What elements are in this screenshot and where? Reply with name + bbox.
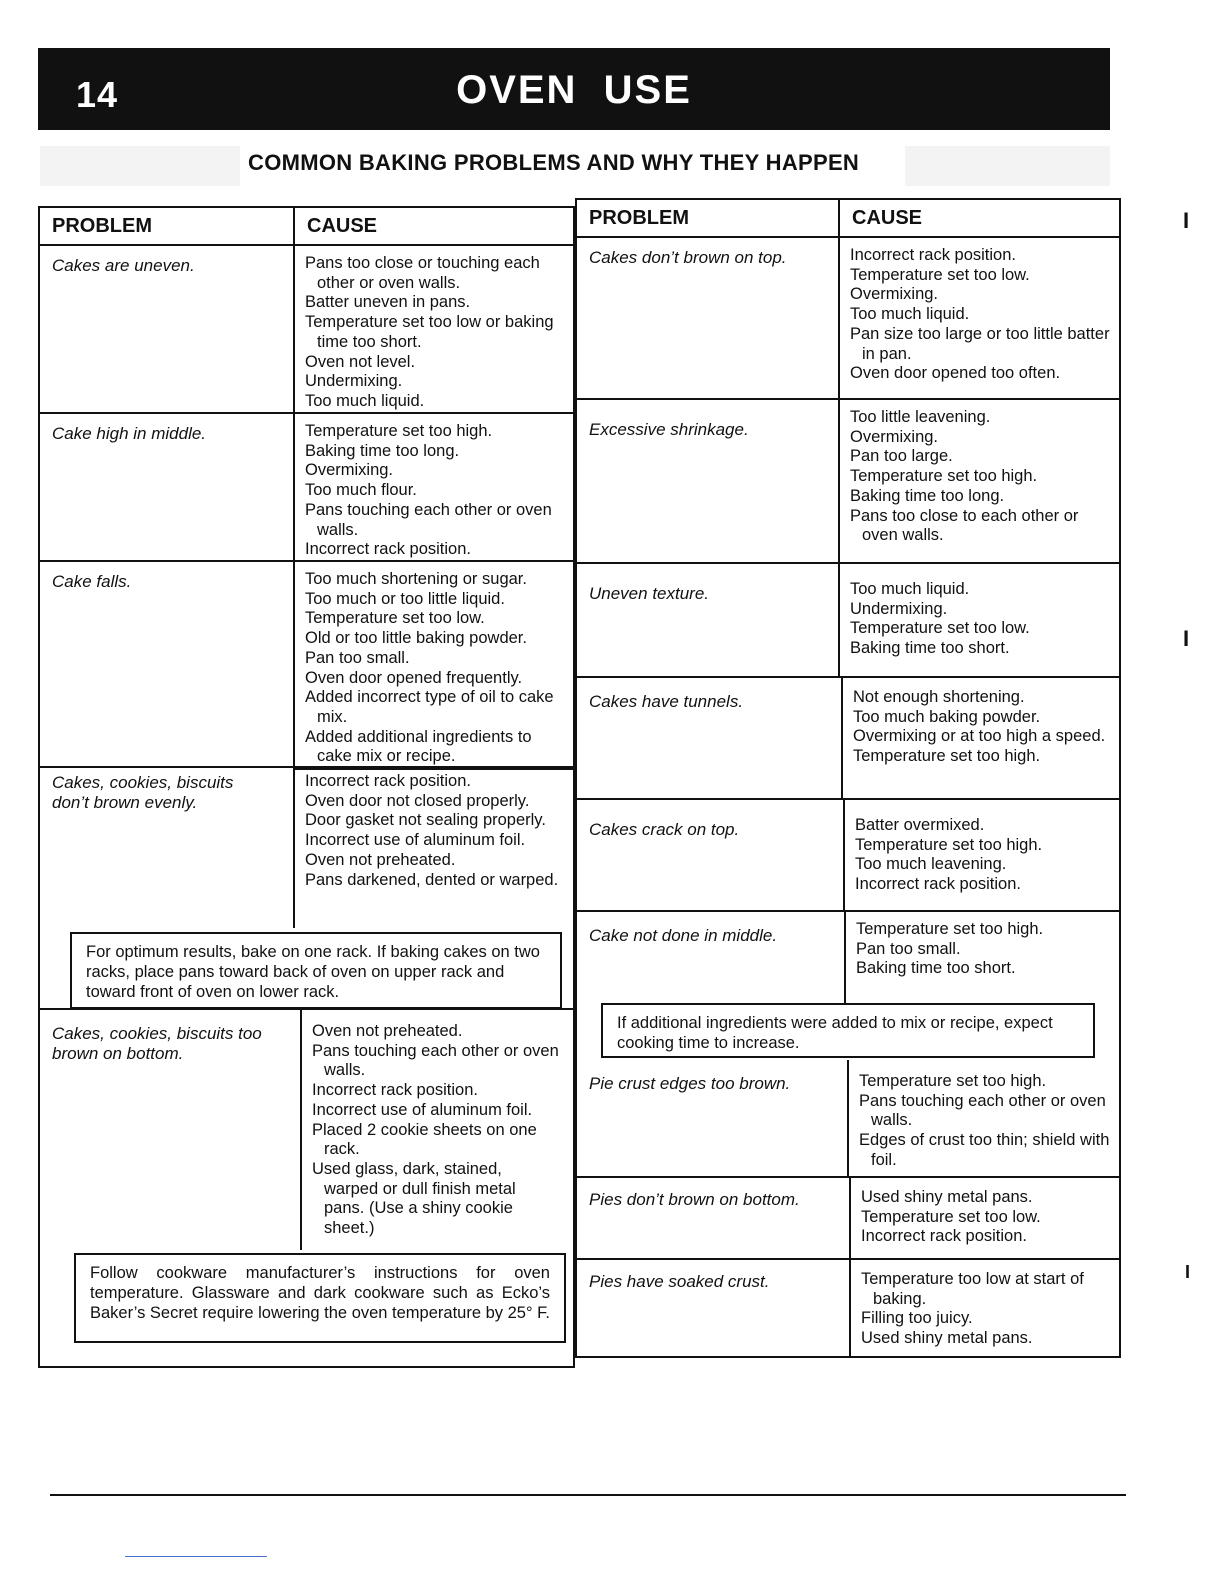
- cause-item: Edges of crust too thin; shield with foil.: [859, 1131, 1110, 1169]
- cause-cell: [838, 400, 1119, 562]
- cause-cell: [841, 678, 1119, 798]
- cause-item: Temperature set too high.: [855, 835, 1043, 854]
- cause-cell: [838, 238, 1119, 398]
- cause-item: Used shiny metal pans.: [861, 1188, 1033, 1206]
- right-cause-header: CAUSE: [838, 200, 1122, 236]
- cause-item: Batter uneven in pans.: [305, 293, 471, 312]
- cause-item: Temperature set too low.: [305, 609, 485, 628]
- cause-list: [850, 580, 1113, 659]
- cause-list: [853, 688, 1113, 767]
- left-header-row: [40, 208, 573, 246]
- cause-item: Too much leavening.: [855, 855, 1007, 874]
- cause-item: Incorrect rack position.: [305, 540, 471, 559]
- cause-list: [856, 920, 1113, 979]
- table-row: [577, 912, 1119, 1004]
- cause-item: Too much flour.: [305, 481, 417, 500]
- cause-item: Temperature too low at start of baking.: [861, 1270, 1084, 1308]
- cause-cell: [849, 1260, 1119, 1356]
- cause-item: Temperature set too low.: [850, 265, 1030, 284]
- cause-item: Baking time too long.: [850, 486, 1005, 505]
- cause-cell: [849, 1178, 1119, 1258]
- cause-item: Oven not preheated.: [312, 1022, 463, 1040]
- cause-item: Used shiny metal pans.: [861, 1329, 1033, 1348]
- cause-item: Overmixing.: [305, 461, 394, 480]
- cause-item: Filling too juicy.: [861, 1309, 973, 1328]
- bottom-rule: [50, 1494, 1126, 1496]
- table-row: [577, 1260, 1119, 1356]
- cause-item: Oven not level.: [305, 352, 416, 371]
- table-row: [40, 414, 573, 562]
- cause-item: Pan too large.: [850, 447, 953, 466]
- cause-item: Pans touching each other or oven walls.: [312, 1041, 559, 1080]
- note-cookware: Follow cookware manufacturer’s instructions for oven temperature. Glassware and dark cookware such as Ecko’s Baker’s Secret require lowering the oven temperature by 25° F.: [74, 1253, 566, 1343]
- cause-item: Pans too close to each other or oven walls.: [850, 506, 1079, 545]
- cause-item: Too much shortening or sugar.: [305, 570, 527, 588]
- cause-item: Oven door opened too often.: [850, 364, 1061, 383]
- problem-text: Pies have soaked crust.: [589, 1272, 770, 1291]
- cause-item: Incorrect rack position.: [855, 875, 1021, 894]
- problem-text: Cakes, cookies, biscuits don’t brown evenly.: [52, 773, 234, 812]
- cause-item: Baking time too short.: [856, 959, 1016, 978]
- right-header-row: [577, 200, 1119, 238]
- cause-list: [305, 570, 567, 767]
- problem-text: Cakes, cookies, biscuits too brown on bottom.: [52, 1024, 262, 1063]
- page-title: OVEN USE: [456, 68, 692, 112]
- cause-item: Temperature set too high.: [850, 467, 1038, 486]
- cause-item: Undermixing.: [850, 599, 948, 618]
- cause-item: Too much baking powder.: [853, 707, 1041, 726]
- note-one-rack: For optimum results, bake on one rack. If baking cakes on two racks, place pans toward back of oven on upper rack and toward front of oven on lower rack.: [70, 932, 562, 1009]
- cause-item: Temperature set too high.: [305, 422, 493, 440]
- right-problems-table: [575, 198, 1121, 1358]
- table-row: [40, 562, 573, 768]
- note-additional-ingredients: If additional ingredients were added to mix or recipe, expect cooking time to increase.: [601, 1003, 1095, 1058]
- cause-list: [305, 422, 567, 560]
- cause-item: Too little leavening.: [850, 408, 991, 426]
- cause-item: Batter overmixed.: [855, 816, 985, 834]
- cause-item: Incorrect rack position.: [305, 772, 471, 790]
- cause-cell: [847, 1060, 1119, 1176]
- cause-item: Used glass, dark, stained, warped or dull finish metal pans. (Use a shiny cookie sheet.): [312, 1159, 516, 1238]
- right-problem-header: PROBLEM: [589, 207, 689, 229]
- cause-item: Incorrect rack position.: [850, 246, 1016, 264]
- cause-item: Pans darkened, dented or warped.: [305, 870, 559, 889]
- underline-mark: [125, 1556, 267, 1557]
- problem-text: Cakes crack on top.: [589, 820, 740, 839]
- table-row: [577, 678, 1119, 800]
- margin-mark-icon: I: [1183, 626, 1190, 651]
- cause-cell: [293, 246, 573, 412]
- cause-item: Baking time too short.: [850, 639, 1010, 658]
- cause-item: Incorrect use of aluminum foil.: [312, 1100, 533, 1119]
- cause-item: Pans too close or touching each other or oven walls.: [305, 254, 540, 292]
- problem-text: Cake falls.: [52, 572, 132, 591]
- cause-item: Undermixing.: [305, 372, 403, 391]
- cause-cell: [844, 912, 1119, 1004]
- header-bar: [38, 48, 1110, 130]
- cause-item: Baking time too long.: [305, 441, 460, 460]
- cause-item: Incorrect rack position.: [861, 1227, 1027, 1246]
- problem-text: Cake high in middle.: [52, 424, 207, 443]
- table-row: [577, 564, 1119, 678]
- problem-text: Cakes are uneven.: [52, 256, 195, 275]
- table-row: [577, 800, 1119, 912]
- cause-cell: [293, 414, 573, 560]
- cause-item: Temperature set too high.: [859, 1072, 1047, 1090]
- cause-item: Temperature set too low.: [850, 619, 1030, 638]
- cause-list: [305, 254, 567, 412]
- table-row: [577, 1178, 1119, 1260]
- problem-text: Excessive shrinkage.: [589, 420, 749, 439]
- cause-item: Temperature set too low or baking time too short.: [305, 313, 554, 351]
- cause-item: Old or too little baking powder.: [305, 629, 527, 648]
- section-title: COMMON BAKING PROBLEMS AND WHY THEY HAPPEN: [248, 150, 860, 175]
- cause-cell: [293, 562, 573, 766]
- cause-item: Pan size too large or too little batter in pan.: [850, 324, 1110, 363]
- table-row: [577, 400, 1119, 564]
- left-problem-header: PROBLEM: [52, 215, 152, 237]
- cause-list: [859, 1072, 1113, 1171]
- cause-item: Too much liquid.: [305, 391, 425, 410]
- table-row: [577, 1060, 1119, 1178]
- problem-text: Cake not done in middle.: [589, 926, 778, 945]
- cause-item: Temperature set too high.: [853, 747, 1041, 766]
- cause-list: [312, 1022, 559, 1239]
- cause-cell: [300, 1010, 573, 1250]
- cause-item: Not enough shortening.: [853, 688, 1025, 706]
- cause-cell: [838, 564, 1119, 676]
- cause-list: [855, 816, 1113, 895]
- cause-item: Oven door opened frequently.: [305, 668, 523, 687]
- problem-text: Uneven texture.: [589, 584, 710, 603]
- table-row: [40, 246, 573, 414]
- problem-text: Cakes have tunnels.: [589, 692, 744, 711]
- cause-item: Too much or too little liquid.: [305, 589, 505, 608]
- cause-item: Placed 2 cookie sheets on one rack.: [312, 1120, 537, 1159]
- cause-item: Added incorrect type of oil to cake mix.: [305, 688, 554, 726]
- cause-item: Incorrect use of aluminum foil.: [305, 831, 526, 850]
- cause-item: Temperature set too low.: [861, 1207, 1041, 1226]
- cause-item: Overmixing.: [850, 427, 939, 446]
- margin-mark-icon: I: [1183, 208, 1190, 233]
- cause-item: Too much liquid.: [850, 580, 970, 598]
- cause-item: Too much liquid.: [850, 305, 970, 324]
- cause-list: [850, 408, 1113, 546]
- cause-cell: [843, 800, 1119, 910]
- page-number: 14: [76, 74, 119, 115]
- problem-text: Cakes don’t brown on top.: [589, 248, 787, 267]
- cause-item: Overmixing.: [850, 285, 939, 304]
- table-row: [577, 238, 1119, 400]
- cause-item: Oven door not closed properly.: [305, 791, 530, 810]
- cause-list: [850, 246, 1113, 384]
- cause-item: Incorrect rack position.: [312, 1081, 478, 1100]
- cause-item: Pans touching each other or oven walls.: [305, 500, 552, 539]
- cause-list: [305, 772, 567, 890]
- table-row: [40, 1008, 573, 1255]
- cause-item: Door gasket not sealing properly.: [305, 811, 546, 830]
- left-cause-header: CAUSE: [293, 208, 577, 244]
- problem-text: Pies don’t brown on bottom.: [589, 1190, 800, 1209]
- title-shade-left: [40, 146, 240, 186]
- left-problems-table: [38, 206, 575, 1368]
- margin-mark-icon: I: [1185, 1262, 1191, 1282]
- cause-cell: [293, 768, 573, 928]
- title-shade-right: [905, 146, 1110, 186]
- cause-item: Added additional ingredients to cake mix or recipe.: [305, 727, 532, 766]
- cause-item: Oven not preheated.: [305, 850, 456, 869]
- problem-text: Pie crust edges too brown.: [589, 1074, 791, 1093]
- cause-item: Overmixing or at too high a speed.: [853, 727, 1106, 746]
- cause-list: [861, 1188, 1113, 1247]
- cause-item: Temperature set too high.: [856, 920, 1044, 938]
- cause-item: Pans touching each other or oven walls.: [859, 1091, 1106, 1130]
- cause-item: Pan too small.: [305, 648, 410, 667]
- cause-item: Pan too small.: [856, 939, 961, 958]
- cause-list: [861, 1270, 1113, 1349]
